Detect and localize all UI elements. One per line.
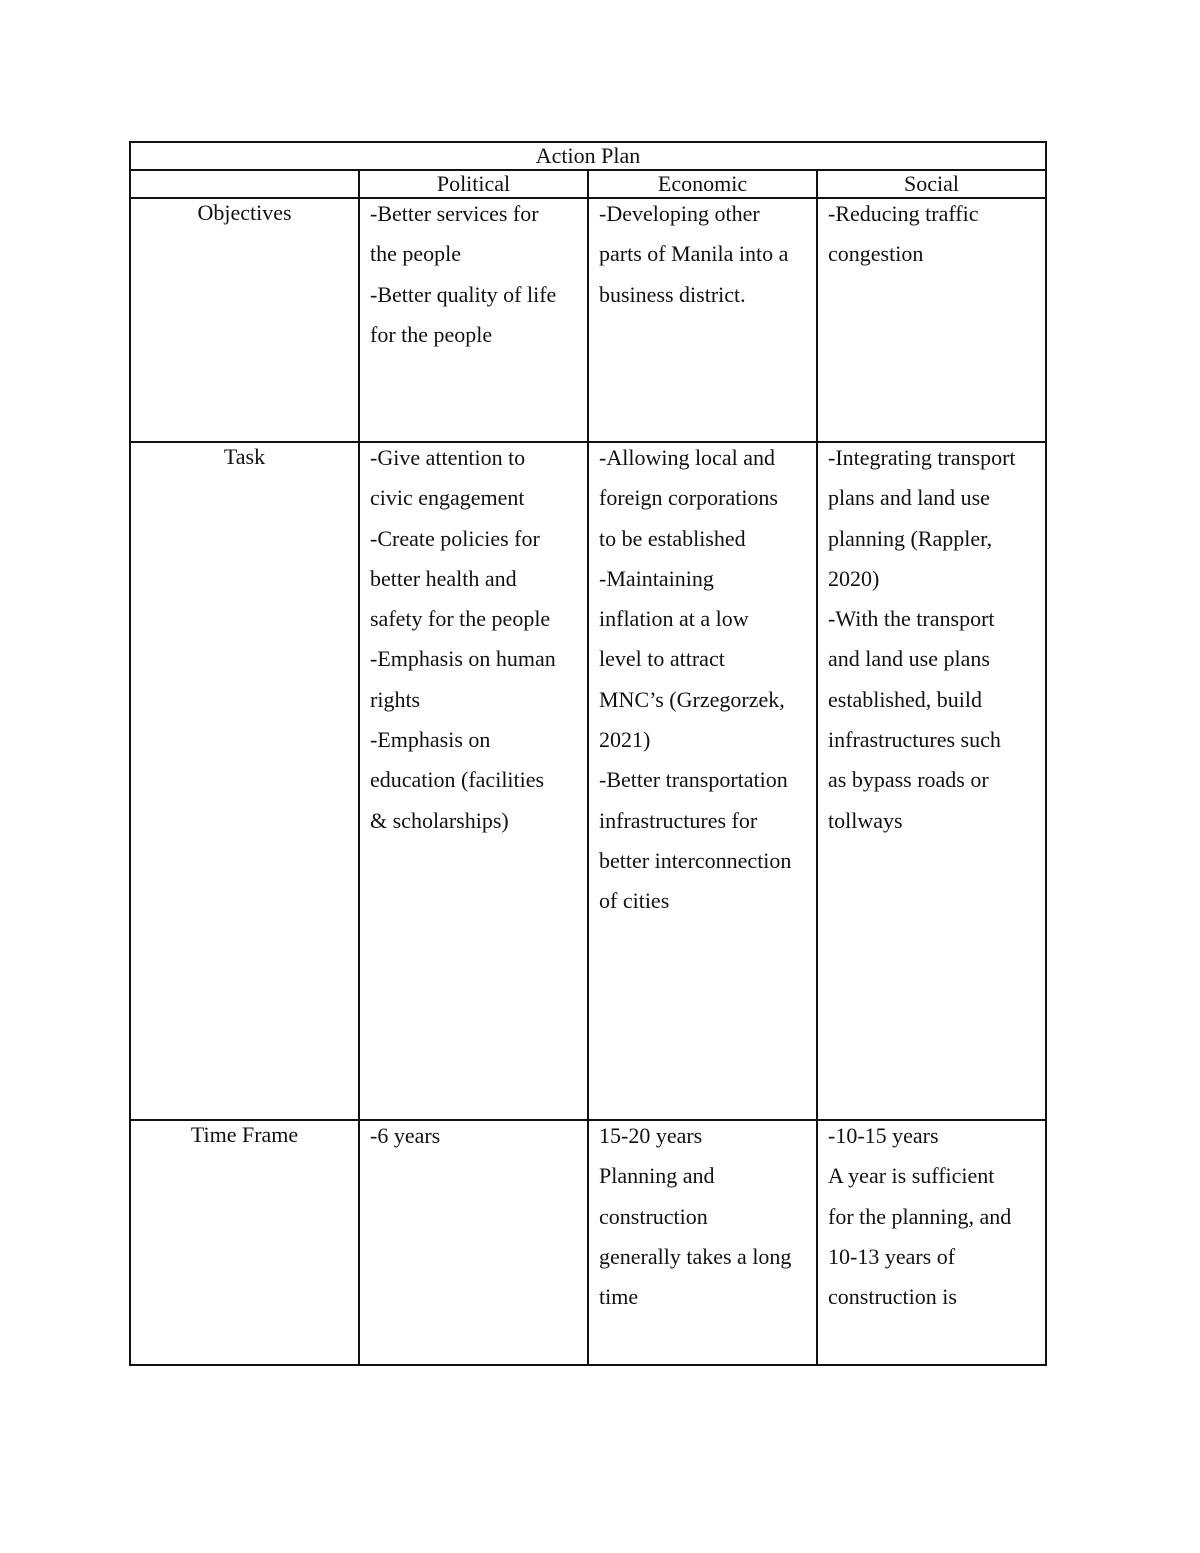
cell-text-line: infrastructures such <box>828 727 1001 753</box>
row-label-cell <box>130 1120 359 1365</box>
action-plan-table <box>129 141 1047 1366</box>
cell-text-line: -Integrating transport <box>828 445 1016 470</box>
table-row-time-frame <box>130 1120 1046 1365</box>
cell-text-line: construction is <box>828 1284 957 1310</box>
cell-text-line: -Better transportation <box>599 767 788 793</box>
cell-text-line: 2021) <box>599 727 651 753</box>
table-title-row <box>130 142 1046 170</box>
cell-objectives-economic <box>588 198 817 442</box>
cell-text-line: -Developing other <box>599 201 760 226</box>
row-label-task: Task <box>223 444 266 469</box>
cell-text-line: planning (Rappler, <box>828 525 993 551</box>
cell-text-line: -Better quality of life <box>370 281 557 307</box>
cell-text-line: -Give attention to <box>370 445 526 470</box>
cell-text-line: inflation at a low <box>599 606 749 632</box>
row-label-cell <box>130 442 359 1120</box>
cell-text-line: 15-20 years <box>599 1123 703 1148</box>
cell-text-line: Planning and <box>599 1163 715 1189</box>
cell-text-line: -Reducing traffic <box>828 201 979 226</box>
cell-text-line: established, build <box>828 686 982 712</box>
cell-text-line: & scholarships) <box>370 807 509 833</box>
row-label-time-frame: Time Frame <box>190 1122 299 1147</box>
cell-text-line: the people <box>370 241 462 267</box>
cell-time-frame-economic <box>588 1120 817 1365</box>
cell-text-line: -6 years <box>370 1123 441 1148</box>
header-political: Political <box>359 170 588 198</box>
cell-time-frame-social <box>817 1120 1046 1365</box>
cell-text-line: parts of Manila into a <box>599 241 789 267</box>
cell-text-line: civic engagement <box>370 485 525 511</box>
cell-text-line: as bypass roads or <box>828 767 989 793</box>
table-title: Action Plan <box>130 142 1046 170</box>
cell-text-line: -Create policies for <box>370 525 540 551</box>
cell-objectives-social <box>817 198 1046 442</box>
header-social: Social <box>817 170 1046 198</box>
cell-text-line: education (facilities <box>370 767 545 793</box>
cell-text-line: A year is sufficient <box>828 1163 995 1189</box>
cell-text-line: -Better services for <box>370 201 539 226</box>
cell-text-line: better interconnection <box>599 847 792 873</box>
cell-text-line: time <box>599 1284 639 1310</box>
row-label-cell <box>130 198 359 442</box>
cell-text-line: of cities <box>599 888 670 914</box>
cell-text-line: to be established <box>599 525 746 551</box>
cell-text-line: 2020) <box>828 565 880 591</box>
cell-text-line: for the people <box>370 321 493 347</box>
header-empty <box>130 170 359 198</box>
cell-text-line: better health and <box>370 565 517 591</box>
cell-text-line: -Allowing local and <box>599 445 775 470</box>
cell-text-line: MNC’s (Grzegorzek, <box>599 686 785 712</box>
cell-text-line: congestion <box>828 241 924 267</box>
cell-text-line: rights <box>370 686 421 712</box>
cell-task-social <box>817 442 1046 1120</box>
cell-text-line: generally takes a long <box>599 1243 792 1269</box>
table-header-row <box>130 170 1046 198</box>
cell-text-line: and land use plans <box>828 646 990 672</box>
cell-task-economic <box>588 442 817 1120</box>
cell-text-line: construction <box>599 1203 708 1229</box>
cell-text-line: infrastructures for <box>599 807 758 833</box>
cell-text-line: business district. <box>599 281 746 307</box>
cell-text-line: safety for the people <box>370 606 551 632</box>
cell-time-frame-political <box>359 1120 588 1365</box>
header-economic: Economic <box>588 170 817 198</box>
cell-text-line: plans and land use <box>828 485 990 511</box>
cell-task-political <box>359 442 588 1120</box>
cell-text-line: 10-13 years of <box>828 1243 956 1269</box>
table-row-task <box>130 442 1046 1120</box>
cell-text-line: foreign corporations <box>599 485 778 511</box>
cell-text-line: -Emphasis on human <box>370 646 556 672</box>
cell-text-line: -10-15 years <box>828 1123 939 1148</box>
cell-objectives-political <box>359 198 588 442</box>
row-label-objectives: Objectives <box>197 200 292 225</box>
cell-text-line: tollways <box>828 807 903 833</box>
cell-text-line: -With the transport <box>828 606 995 632</box>
cell-text-line: level to attract <box>599 646 725 672</box>
table-row-objectives <box>130 198 1046 442</box>
cell-text-line: -Emphasis on <box>370 727 491 753</box>
cell-text-line: for the planning, and <box>828 1203 1012 1229</box>
cell-text-line: -Maintaining <box>599 565 714 591</box>
